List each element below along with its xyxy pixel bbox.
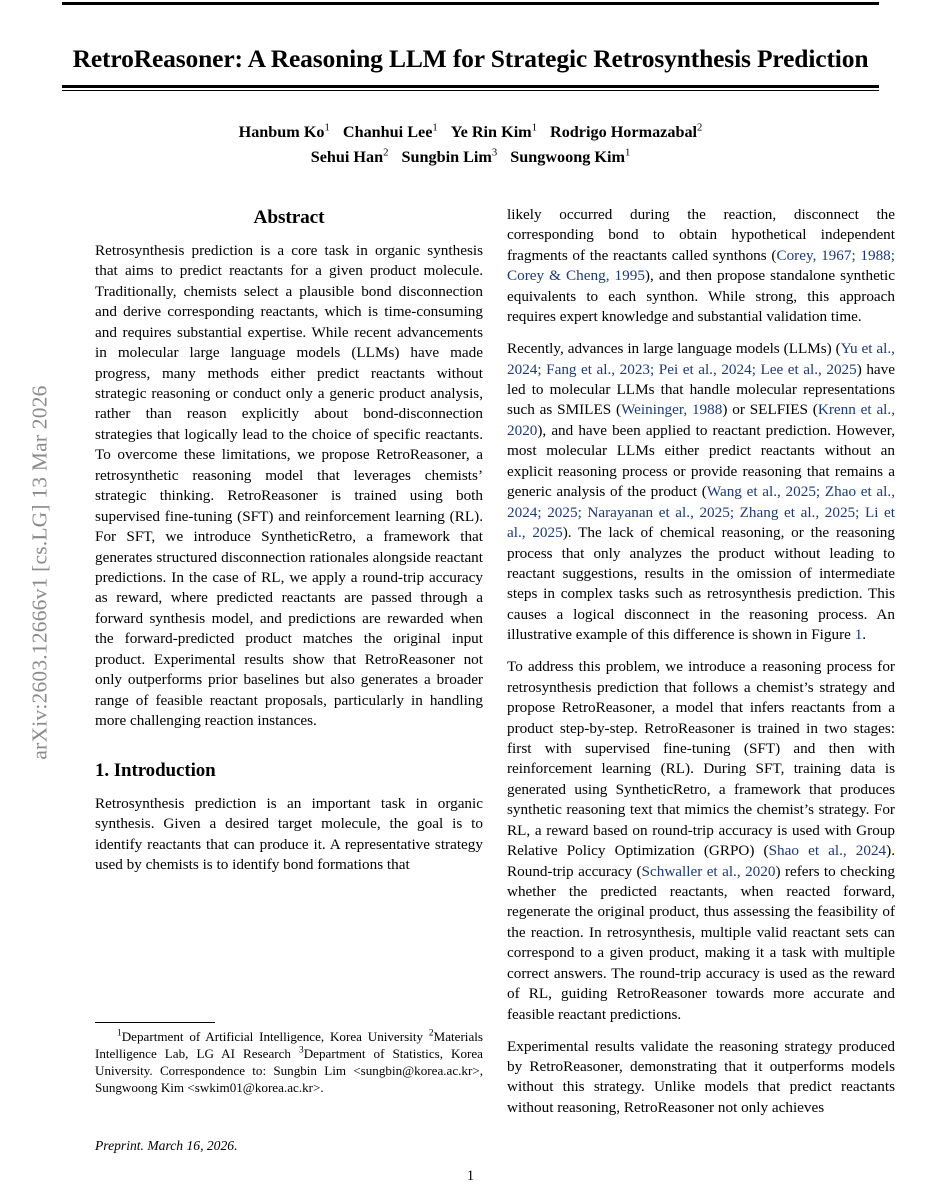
- author-line-2: [62, 145, 879, 170]
- text-run: ), and have been applied to reactant prediction. However, most molecular LLMs either predict reactants without an explicit reasoning process or provide reasoning that remains a generic analysis of the product (: [507, 421, 895, 501]
- right-paragraph-1: [507, 205, 895, 328]
- introduction-paragraph-1: Retrosynthesis prediction is an important task in organic synthesis. Given a desired target molecule, the goal is to identify reactants that can produce it. A representative strategy used by chemists is to identify bond formations that: [95, 795, 483, 874]
- author-name: Rodrigo Hormazabal: [550, 123, 698, 141]
- author-entry: [550, 123, 702, 141]
- text-run: Recently, advances in large language models (LLMs) (: [507, 340, 841, 358]
- text-run: Department of Statistics, Korea University. Correspondence to: Sungbin Lim <sungbin@korea.ac.kr>, Sungwoong Kim <swkim01@korea.ac.kr>.: [95, 1046, 483, 1096]
- text-run: ) refers to checking whether the predicted reactants, when reacted forward, regenerate the original product, thus assessing the feasibility of the reaction. In retrosynthesis, multiple valid reactant sets can correspond to a given product, making it a task with multiple correct answers. The round-trip accuracy is used as the reward of RL, guiding RetroReasoner towards more accurate and feasible reactant predictions.: [507, 862, 895, 1023]
- author-entry: [239, 123, 330, 141]
- preprint-notice: Preprint. March 16, 2026.: [95, 1138, 238, 1153]
- arxiv-stamp-text: arXiv:2603.12666v1 [cs.LG] 13 Mar 2026: [27, 385, 52, 760]
- title-rule-thin: [62, 90, 879, 91]
- right-column: [507, 205, 895, 1118]
- text-run: Department of Artificial Intelligence, Korea University: [121, 1029, 429, 1044]
- footnote-affiliations: [95, 1028, 483, 1096]
- author-name: Chanhui Lee: [342, 123, 433, 141]
- footnote-rule: [95, 1022, 215, 1023]
- left-column: [95, 205, 483, 876]
- citation-link[interactable]: Krenn et al., 2020: [507, 401, 895, 439]
- author-list: [62, 120, 879, 169]
- citation-link[interactable]: Wang et al., 2025; Zhao et al., 2024; 2025; Narayanan et al., 2025; Zhang et al., 2025; Li et al., 2025: [507, 483, 895, 542]
- author-entry: [343, 123, 438, 141]
- author-affiliation-marker: 2: [697, 121, 703, 134]
- abstract-heading: Abstract: [253, 207, 325, 228]
- author-name: Sehui Han: [310, 147, 384, 166]
- page-title: RetroReasoner: A Reasoning LLM for Strategic Retrosynthesis Prediction: [72, 44, 869, 74]
- figure-reference-link[interactable]: 1: [854, 626, 863, 644]
- abstract-body: Retrosynthesis prediction is a core task in organic synthesis that aims to predict reactants for a given product molecule. Traditionally, chemists select a plausible bond disconnection and derive corresponding reactants, which is time-consuming and requires substantial expertise. While recent advancements in molecular large language models (LLMs) have made progress, many methods either predict reactants without strategic reasoning or conduct only a generic product analysis, rather than reason explicitly about bond-disconnection strategies that logically lead to the choice of specific reactants. To overcome these limitations, we propose RetroReasoner, a retrosynthetic reasoning model that leverages chemists’ strategic thinking. RetroReasoner is trained using both supervised fine-tuning (SFT) and reinforcement learning (RL). For SFT, we introduce SyntheticRetro, a framework that generates structured disconnection rationales alongside reactant predictions. In the case of RL, we apply a round-trip accuracy as reward, where predicted reactants are passed through a forward synthesis model, and predictions are rewarded when the forward-predicted product matches the original input product. Experimental results show that RetroReasoner not only outperforms prior baselines but also generates a broader range of feasible reactant proposals, particularly in handling more challenging reaction instances.: [95, 241, 483, 730]
- author-name: Ye Rin Kim: [450, 123, 532, 141]
- footnote-block: [95, 1022, 483, 1096]
- citation-link[interactable]: Corey, 1967; 1988; Corey & Cheng, 1995: [507, 246, 895, 285]
- author-affiliation-marker: 3: [491, 146, 498, 159]
- author-entry: [451, 123, 537, 141]
- text-run: To address this problem, we introduce a reasoning process for retrosynthesis prediction that follows a chemist’s strategy and propose RetroReasoner, a model that infers reactants from a product step-by-step. RetroReasoner is trained in two stages: first with supervised fine-tuning (SFT) and then with reinforcement learning (RL). During SFT, training data is generated using SyntheticRetro, a framework that produces synthetic reasoning text that mimics the chemist’s strategy. For RL, a reward based on round-trip accuracy is used with Group Relative Policy Optimization (GRPO) (: [507, 658, 895, 860]
- author-affiliation-marker: 1: [624, 146, 631, 159]
- citation-link[interactable]: Schwaller et al., 2020: [641, 862, 776, 880]
- footnote-marker-1: 1: [117, 1028, 122, 1039]
- text-run: ) or SELFIES (: [722, 401, 818, 419]
- footnote-marker-2: 2: [428, 1028, 434, 1039]
- header-rule-top: [62, 2, 879, 5]
- arxiv-stamp: [0, 0, 56, 1200]
- text-run: .: [862, 626, 867, 644]
- author-entry: [510, 148, 630, 166]
- author-name: Sungbin Lim: [401, 147, 492, 166]
- text-run: ). Round-trip accuracy (: [507, 842, 896, 880]
- author-affiliation-marker: 1: [531, 121, 538, 134]
- text-run: ), and then propose standalone synthetic equivalents to each synthon. While strong, this approach requires expert knowledge and substantial validation time.: [507, 267, 895, 326]
- author-affiliation-marker: 1: [324, 121, 330, 134]
- author-name: Hanbum Ko: [238, 123, 325, 141]
- right-paragraph-3: [507, 657, 895, 1025]
- author-affiliation-marker: 2: [383, 146, 389, 159]
- text-run: ) have led to molecular LLMs that handle molecular representations such as SMILES (: [507, 360, 896, 419]
- author-name: Sungwoong Kim: [510, 147, 625, 166]
- citation-link[interactable]: Shao et al., 2024: [768, 842, 887, 860]
- author-line-1: [62, 120, 879, 145]
- citation-link[interactable]: Yu et al., 2024; Fang et al., 2023; Pei et al., 2024; Lee et al., 2025: [507, 340, 895, 378]
- text-run: likely occurred during the reaction, disconnect the corresponding bond to obtain hypothetical independent fragments of the reactants called synthons (: [507, 206, 895, 264]
- paper-page: [62, 0, 896, 1200]
- page-number: 1: [466, 1168, 475, 1184]
- citation-link[interactable]: Weininger, 1988: [621, 401, 723, 419]
- right-paragraph-2: [507, 339, 895, 646]
- title-rule-thick: [62, 85, 879, 88]
- author-entry: [311, 148, 389, 166]
- right-paragraph-4: Experimental results validate the reasoning strategy produced by RetroReasoner, demonstrating that it outperforms models without this strategy. Unlike models that predict reactants without reasoning, RetroReasoner not only achieves: [507, 1037, 895, 1116]
- author-affiliation-marker: 1: [432, 121, 438, 134]
- author-entry: [401, 148, 497, 166]
- footnote-marker-3: 3: [299, 1045, 304, 1056]
- text-run: ). The lack of chemical reasoning, or the reasoning process that only analyzes the product without leading to reactant suggestions, results in the omission of intermediate steps in complex tasks such as retrosynthesis prediction. This causes a logical disconnect in the reasoning process. An illustrative example of this difference is shown in Figure: [507, 524, 895, 644]
- section-heading-introduction: 1. Introduction: [95, 760, 216, 782]
- text-run: Materials Intelligence Lab, LG AI Research: [95, 1029, 483, 1062]
